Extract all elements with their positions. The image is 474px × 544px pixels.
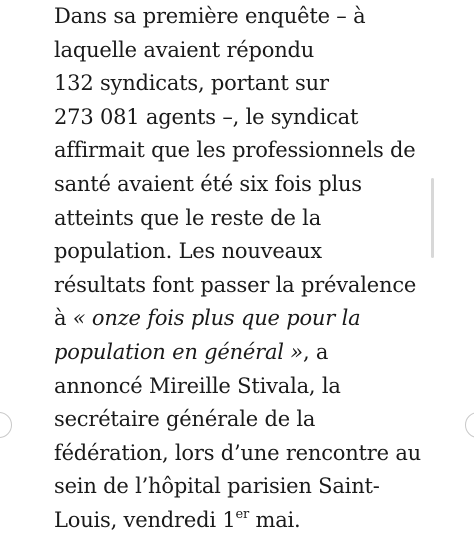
next-button[interactable] — [465, 412, 474, 438]
text-line-quote-start — [54, 302, 434, 336]
text-line: fédération, lors d’une rencontre au — [54, 440, 421, 465]
text-fragment: mai. — [249, 507, 301, 532]
text-line: population. Les nouveaux — [54, 239, 322, 264]
text-line-quote-end — [54, 336, 434, 370]
text-line: secrétaire générale de la — [54, 407, 316, 432]
text-line: santé avaient été six fois plus — [54, 171, 362, 196]
scrollbar-thumb[interactable] — [431, 178, 434, 258]
text-line: Dans sa première enquête – à — [54, 4, 366, 28]
text-line: 273 081 agents –, le syndicat — [54, 104, 359, 129]
text-fragment: , a — [302, 339, 329, 364]
text-line: 132 syndicats, portant sur — [54, 71, 329, 96]
text-line: laquelle avaient répondu — [54, 37, 315, 62]
text-fragment: Louis, vendredi 1 — [54, 507, 236, 532]
superscript: er — [235, 506, 249, 522]
text-line: atteints que le reste de la — [54, 205, 322, 230]
previous-button[interactable] — [0, 412, 12, 438]
article-paragraph — [54, 0, 434, 538]
text-line: affirmait que les professionnels de — [54, 138, 416, 163]
text-fragment: à — [54, 306, 73, 331]
text-line: sein de l’hôpital parisien Saint- — [54, 474, 380, 499]
text-line: résultats font passer la prévalence — [54, 272, 417, 297]
text-line: annoncé Mireille Stivala, la — [54, 373, 341, 398]
quote-text: « onze fois plus que pour la — [72, 306, 361, 331]
text-line-last — [54, 504, 434, 538]
quote-text: population en général » — [54, 339, 303, 364]
